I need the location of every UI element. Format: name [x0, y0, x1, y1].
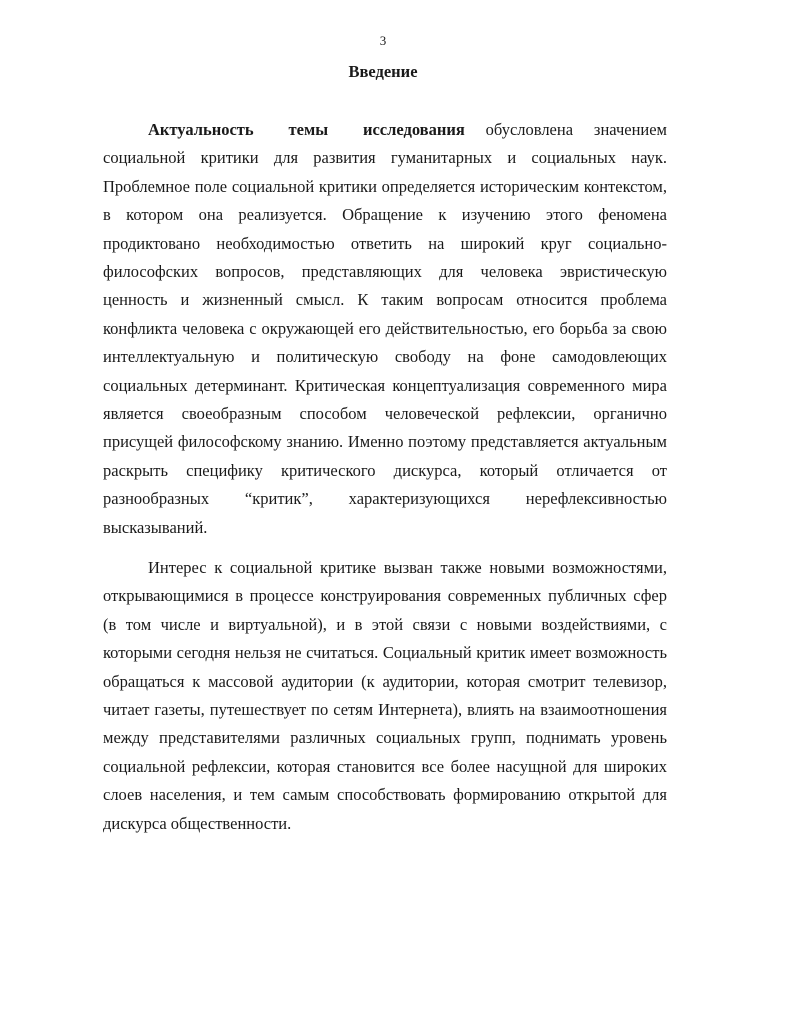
paragraph-body: Интерес к социальной критике вызван также новыми возможностями, открывающимися в процессе конструирования современных публичных сфер (в том числе и виртуальной), и в этой связи с новыми воздействиями, с которыми сегодня нельзя не считаться. Социальный критик имеет возможность обращаться к массовой аудитории (к аудитории, которая смотрит телевизор, читает газеты, путешествует по сетям Интернета), влиять на взаимоотношения между представителями различных социальных групп, поднимать уровень социальной рефлексии, которая становится все более насущной для широких слоев населения, и тем самым способствовать формированию открытой для дискурса общественности. [103, 558, 667, 833]
page-number: 3 [379, 33, 387, 48]
paragraph-body: обусловлена значением социальной критики для развития гуманитарных и социальных наук. Проблемное поле социальной критики определяется историческим контекстом, в котором она реализуется. Обращение к изучению этого феномена продиктовано необходимостью ответить на широкий круг социально-философских вопросов, представляющих для человека эвристическую ценность и жизненный смысл. К таким вопросам относится проблема конфликта человека с окружающей его действительностью, его борьба за свою интеллектуальную и политическую свободу на фоне самодовлеющих социальных детерминант. Критическая концептуализация современного мира является своеобразным способом человеческой рефлексии, органично присущей философскому знанию. Именно поэтому представляется актуальным раскрыть специфику критического дискурса, который отличается от разнообразных “критик”, характеризующихся нерефлексивностью высказываний. [103, 120, 667, 537]
section-heading: Введение [348, 62, 418, 81]
paragraph-relevance [103, 116, 667, 542]
paragraph-lead-bold: Актуальность темы исследования [148, 120, 465, 139]
paragraph-text [103, 554, 667, 838]
paragraph-text [103, 116, 667, 542]
paragraph-interest [103, 554, 667, 838]
